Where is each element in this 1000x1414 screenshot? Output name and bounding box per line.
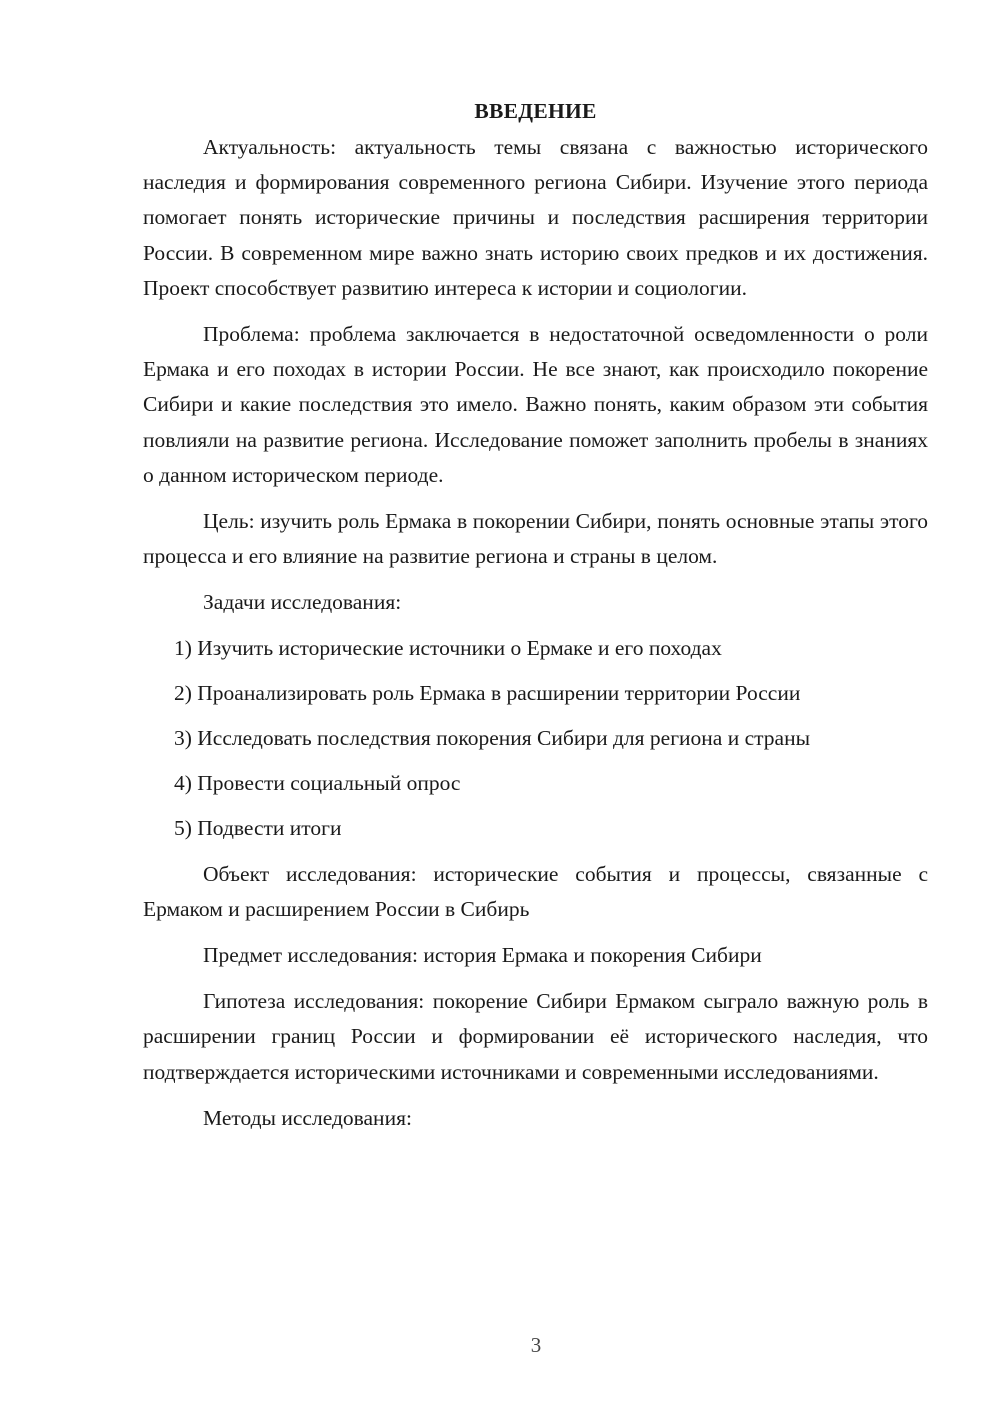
list-item: 1) Изучить исторические источники о Ермаке и его походах (174, 635, 722, 660)
tasks-title: Задачи исследования: (203, 590, 402, 615)
page-number: 3 (530, 1333, 542, 1357)
section-heading: ВВЕДЕНИЕ (474, 99, 597, 123)
document-page (143, 96, 928, 1146)
subject-paragraph: Предмет исследования: история Ермака и покорения Сибири (203, 943, 762, 968)
goal-paragraph: Цель: изучить роль Ермака в покорении Сибири, понять основные этапы этого процесса и его влияние на развитие региона и страны в целом. (143, 509, 928, 569)
relevance-paragraph: Актуальность: актуальность темы связана с важностью исторического наследия и формирования современного региона Сибири. Изучение этого периода помогает понять исторические причины и последствия расширения территории России. В современном мире важно знать историю своих предков и их достижения. Проект способствует развитию интереса к истории и социологии. (143, 135, 928, 300)
list-item: 2) Проанализировать роль Ермака в расширении территории России (174, 680, 801, 705)
list-item: 4) Провести социальный опрос (174, 771, 461, 796)
hypothesis-paragraph: Гипотеза исследования: покорение Сибири Ермаком сыграло важную роль в расширении границ России и формировании её исторического наследия, что подтверждается историческими источниками и современными исследованиями. (143, 989, 928, 1084)
list-item: 5) Подвести итоги (174, 816, 342, 841)
tasks-list (143, 631, 928, 847)
problem-paragraph: Проблема: проблема заключается в недостаточной осведомленности о роли Ермака и его походах в истории России. Не все знают, как происходило покорение Сибири и какие последствия это имело. Важно понять, каким образом эти события повлияли на развитие региона. Исследование поможет заполнить пробелы в знаниях о данном историческом периоде. (143, 322, 928, 487)
object-paragraph: Объект исследования: исторические события и процессы, связанные с Ермаком и расширением России в Сибирь (143, 861, 928, 921)
methods-title: Методы исследования: (203, 1105, 412, 1130)
list-item: 3) Исследовать последствия покорения Сибири для региона и страны (174, 726, 811, 751)
